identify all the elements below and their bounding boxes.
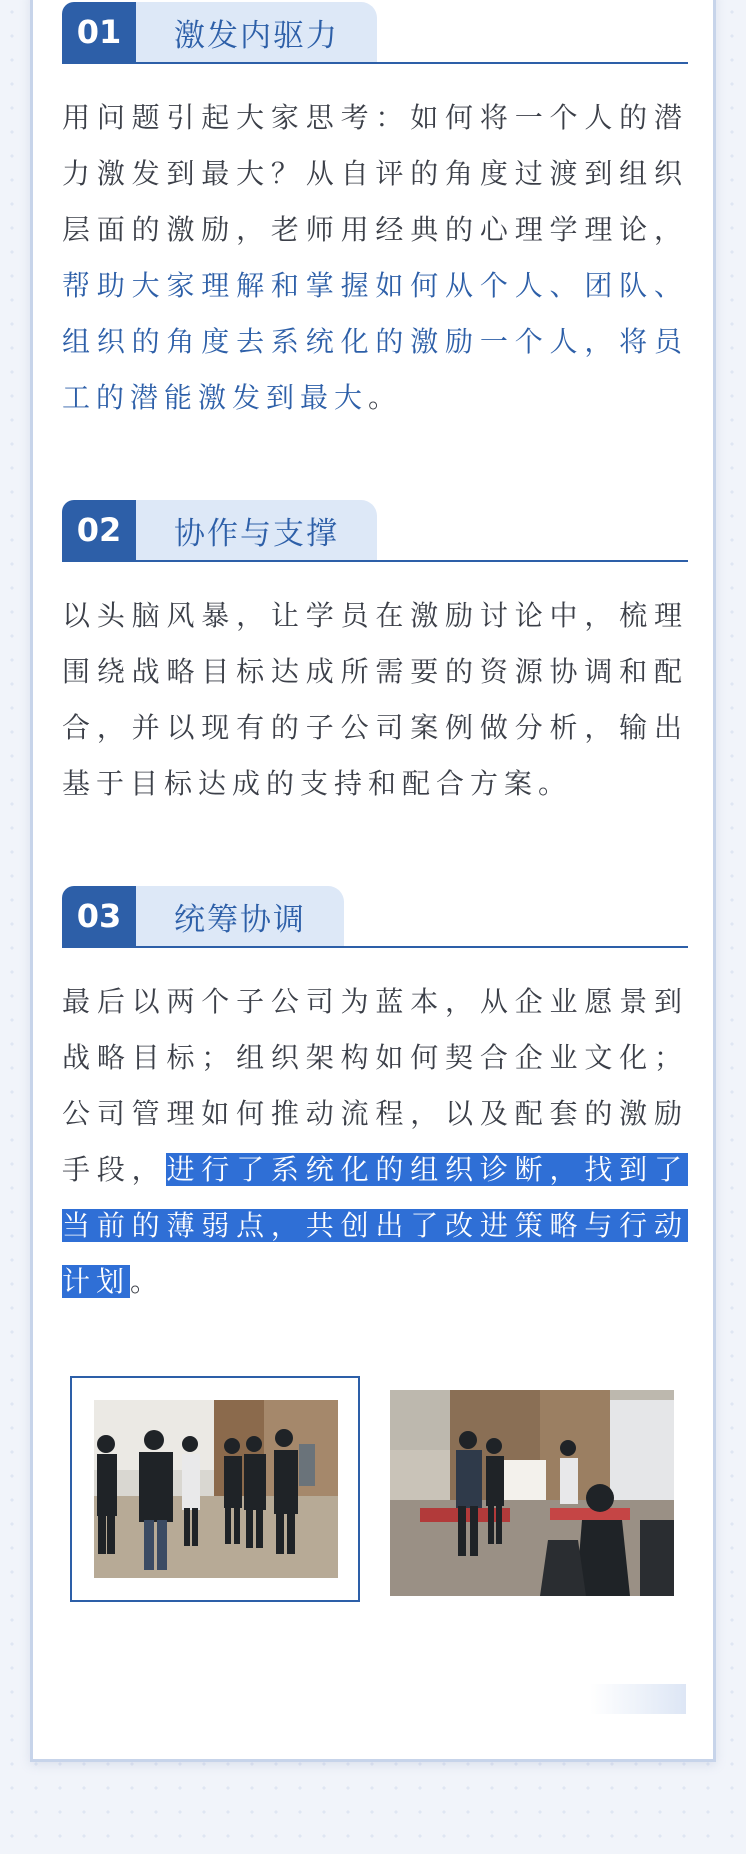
header-underline: [62, 62, 688, 64]
paragraph-text: 最后以两个子公司为蓝本，从企业愿景到战略目标；组织架构如何契合企业文化；公司管理如何推动流程，以及配套的激励手段，: [62, 985, 688, 1186]
section-paragraph: [62, 974, 688, 1310]
section-header: [62, 884, 688, 948]
section-header: [62, 0, 688, 64]
decorative-gradient-bar: [590, 1684, 686, 1714]
header-underline: [62, 946, 688, 948]
section-01: [62, 0, 688, 426]
text-selection-highlight[interactable]: 进行了系统化的组织诊断，找到了当前的薄弱点，共创出了改进策略与行动计划: [62, 1153, 688, 1298]
section-title: 激发内驱力: [136, 2, 377, 62]
section-paragraph: [62, 90, 688, 426]
photo-frame-1[interactable]: [70, 1376, 360, 1602]
section-header: [62, 498, 688, 562]
section-paragraph: [62, 588, 688, 812]
header-underline: [62, 560, 688, 562]
section-number: 03: [62, 886, 136, 946]
section-number: 02: [62, 500, 136, 560]
section-03: [62, 884, 688, 1310]
paragraph-emphasis: 帮助大家理解和掌握如何从个人、团队、组织的角度去系统化的激励一个人，将员工的潜能激发到最大: [62, 269, 688, 414]
section-title: 协作与支撑: [136, 500, 377, 560]
paragraph-end: 。: [368, 381, 403, 414]
paragraph-end: 。: [130, 1265, 165, 1298]
paragraph-text: 用问题引起大家思考：如何将一个人的潜力激发到最大？从自评的角度过渡到组织层面的激励，老师用经典的心理学理论，: [62, 101, 688, 246]
section-title: 统筹协调: [136, 886, 344, 946]
paragraph-text: 以头脑风暴，让学员在激励讨论中，梳理围绕战略目标达成所需要的资源协调和配合，并以现有的子公司案例做分析，输出基于目标达成的支持和配合方案。: [62, 599, 688, 800]
training-photo-group-discussion[interactable]: [94, 1400, 338, 1578]
training-photo-presentation[interactable]: [390, 1390, 674, 1596]
section-02: [62, 498, 688, 812]
section-number: 01: [62, 2, 136, 62]
